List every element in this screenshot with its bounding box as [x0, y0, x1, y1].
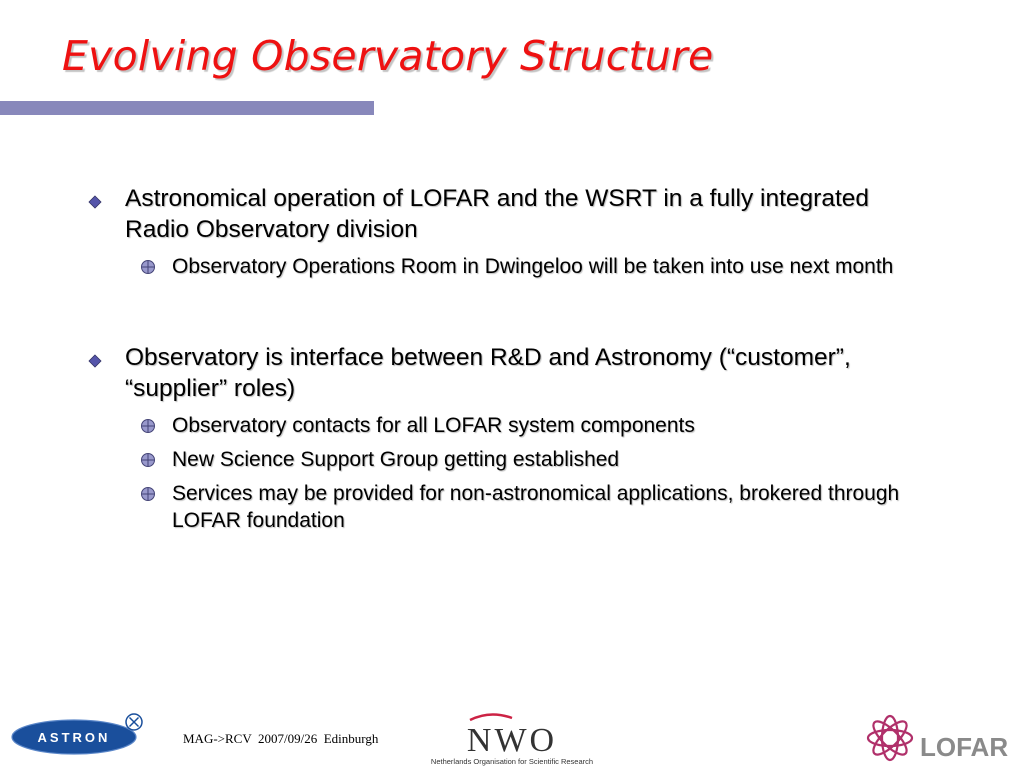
globe-bullet-icon: [140, 259, 156, 275]
bullet-2-sub-3-text: Services may be provided for non-astronomical applications, brokered through LOFAR foundation: [172, 482, 900, 532]
globe-bullet-icon: [140, 418, 156, 434]
globe-bullet-icon: [140, 452, 156, 468]
nwo-caption: Netherlands Organisation for Scientific Research: [430, 757, 594, 766]
slide-title: Evolving Observatory Structure: [62, 32, 714, 80]
bullet-1-sub-1-text: Observatory Operations Room in Dwingeloo will be taken into use next month: [172, 255, 894, 278]
diamond-bullet-icon: [88, 354, 102, 368]
bullet-2-sub-2-text: New Science Support Group getting established: [172, 448, 620, 471]
nwo-logo-text: NWO: [466, 722, 558, 759]
bullet-2-sub-1-text: Observatory contacts for all LOFAR system components: [172, 414, 695, 437]
astron-logo-text: ASTRON: [37, 730, 111, 745]
nwo-logo: [412, 708, 612, 768]
lofar-logo-text: LOFAR: [920, 732, 1009, 762]
lofar-logo: [862, 710, 1022, 768]
footer-text: MAG->RCV 2007/09/26 Edinburgh: [183, 731, 379, 746]
diamond-bullet-icon: [88, 195, 102, 209]
astron-logo: [8, 710, 148, 760]
lofar-emblem-icon: [868, 716, 912, 760]
bullet-1-text: Astronomical operation of LOFAR and the WSRT in a fully integrated Radio Observatory division: [125, 185, 870, 243]
bullet-2-text: Observatory is interface between R&D and Astronomy (“customer”, “supplier” roles): [125, 344, 851, 402]
globe-bullet-icon: [140, 486, 156, 502]
